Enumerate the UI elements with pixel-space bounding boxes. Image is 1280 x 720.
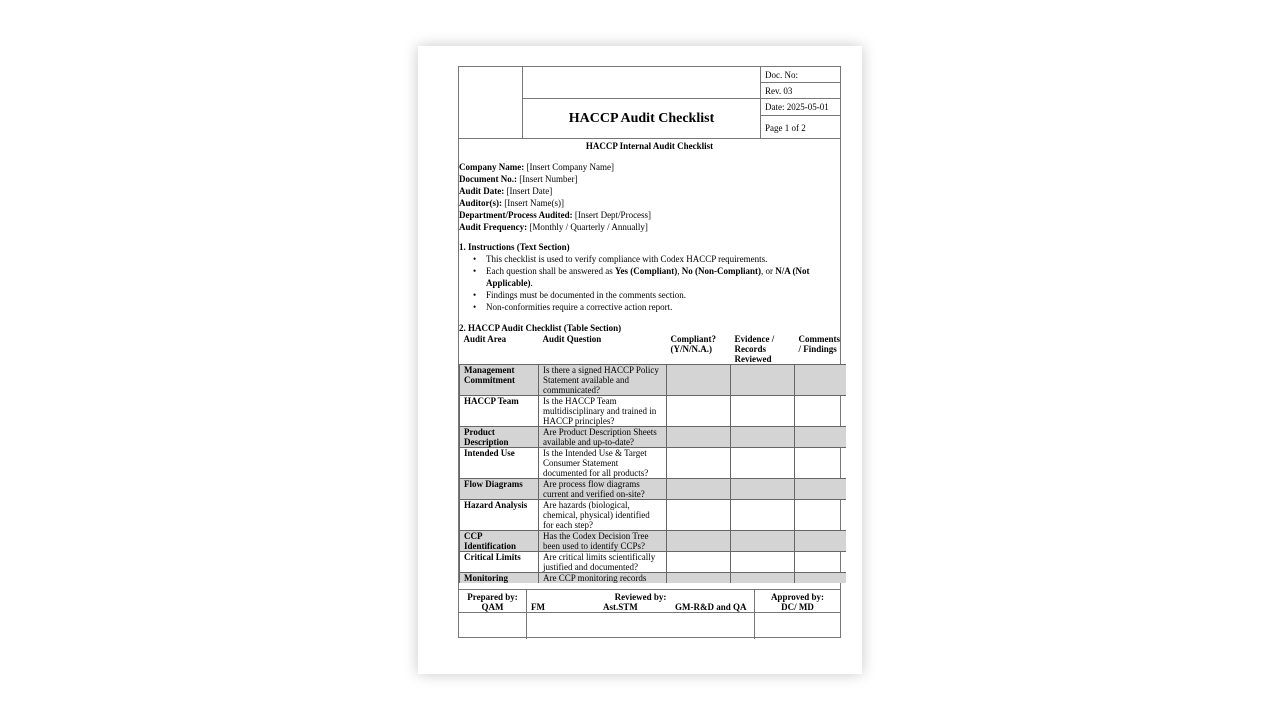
field-frequency: Audit Frequency: [Monthly / Quarterly / Annually] (459, 222, 648, 232)
instruction-item: • This checklist is used to verify compliance with Codex HACCP requirements. (473, 253, 813, 265)
evidence-cell[interactable] (731, 427, 795, 448)
revision: Rev. 03 (761, 83, 840, 99)
prepared-by-label: Prepared by: (467, 592, 518, 602)
evidence-cell[interactable] (731, 365, 795, 396)
comments-cell[interactable] (795, 500, 847, 531)
prepared-by-cell (459, 590, 527, 639)
document-frame (458, 66, 841, 638)
comments-cell[interactable] (795, 573, 847, 584)
field-document-no: Document No.: [Insert Number] (459, 174, 578, 184)
approved-by-label: Approved by: (770, 592, 825, 602)
evidence-cell[interactable] (731, 531, 795, 552)
audit-info-fields (459, 161, 651, 233)
instruction-item: • Findings must be documented in the comments section. (473, 289, 813, 301)
comments-cell[interactable] (795, 531, 847, 552)
col-compliant: Compliant? (Y/N/N.A.) (670, 334, 717, 354)
instructions-title: 1. Instructions (Text Section) (459, 242, 570, 252)
prepared-by-name: QAM (481, 602, 504, 612)
comments-cell[interactable] (795, 448, 847, 479)
table-row: Management Commitment Is there a signed HACCP Policy Statement available and communicated? (460, 365, 847, 396)
table-row: Intended Use Is the Intended Use & Target Consumer Statement documented for all products? (460, 448, 847, 479)
reviewed-by-names (527, 602, 754, 612)
table-row: CCP Identification Has the Codex Decision Tree been used to identify CCPs? (460, 531, 847, 552)
evidence-cell[interactable] (731, 500, 795, 531)
comments-cell[interactable] (795, 552, 847, 573)
document-title: HACCP Audit Checklist (523, 99, 761, 139)
col-comments: Comments / Findings (798, 334, 840, 354)
compliant-cell[interactable] (667, 448, 731, 479)
doc-number: Doc. No: (761, 67, 840, 83)
comments-cell[interactable] (795, 479, 847, 500)
table-header-row (460, 334, 847, 365)
col-audit-area: Audit Area (463, 334, 507, 344)
field-company: Company Name: [Insert Company Name] (459, 162, 614, 172)
table-row: Critical Limits Are critical limits scientifically justified and documented? (460, 552, 847, 573)
reviewer-fm: FM (531, 602, 545, 612)
comments-cell[interactable] (795, 427, 847, 448)
field-audit-date: Audit Date: [Insert Date] (459, 186, 553, 196)
evidence-cell[interactable] (731, 479, 795, 500)
instruction-item: • Non-conformities require a corrective action report. (473, 301, 813, 313)
reviewer-ast-stm: Ast.STM (603, 602, 638, 612)
signoff-block (459, 589, 840, 638)
compliant-cell[interactable] (667, 552, 731, 573)
compliant-cell[interactable] (667, 531, 731, 552)
evidence-cell[interactable] (731, 573, 795, 584)
table-row: Product Description Are Product Description Sheets available and up-to-date? (460, 427, 847, 448)
checklist-section-title: 2. HACCP Audit Checklist (Table Section) (459, 323, 622, 333)
checklist-subtitle: HACCP Internal Audit Checklist (585, 141, 714, 151)
page-number: Page 1 of 2 (765, 122, 806, 133)
table-row: Flow Diagrams Are process flow diagrams current and verified on-site? (460, 479, 847, 500)
col-audit-question: Audit Question (542, 334, 602, 344)
reviewed-by-cell (527, 590, 755, 639)
field-department: Department/Process Audited: [Insert Dept/Process] (459, 210, 652, 220)
evidence-cell[interactable] (731, 396, 795, 427)
table-row: HACCP Team Is the HACCP Team multidisciplinary and trained in HACCP principles? (460, 396, 847, 427)
checklist-table-wrap (459, 334, 846, 583)
col-evidence: Evidence / Records Reviewed (734, 334, 775, 364)
instruction-item: • Each question shall be answered as Yes (Compliant), No (Non-Compliant), or N/A (Not Applicable). (473, 265, 813, 289)
header-blank-cell (523, 67, 761, 99)
logo-cell (459, 67, 523, 139)
approved-by-cell (755, 590, 840, 639)
comments-cell[interactable] (795, 365, 847, 396)
checklist-table (459, 334, 846, 583)
reviewed-by-label: Reviewed by: (614, 592, 667, 602)
evidence-cell[interactable] (731, 448, 795, 479)
compliant-cell[interactable] (667, 479, 731, 500)
document-header (459, 67, 840, 139)
issue-date: Date: 2025-05-01 (761, 99, 840, 116)
comments-cell[interactable] (795, 396, 847, 427)
compliant-cell[interactable] (667, 396, 731, 427)
approved-by-name: DC/ MD (781, 602, 814, 612)
compliant-cell[interactable] (667, 573, 731, 584)
compliant-cell[interactable] (667, 500, 731, 531)
table-row: Hazard Analysis Are hazards (biological, chemical, physical) identified for each step? (460, 500, 847, 531)
instructions-section (459, 242, 840, 313)
evidence-cell[interactable] (731, 552, 795, 573)
compliant-cell[interactable] (667, 427, 731, 448)
document-page (418, 46, 862, 674)
field-auditors: Auditor(s): [Insert Name(s)] (459, 198, 564, 208)
reviewer-gm-rd-qa: GM-R&D and QA (675, 602, 747, 612)
instructions-list (473, 253, 840, 313)
compliant-cell[interactable] (667, 365, 731, 396)
table-row: Monitoring Are CCP monitoring records (460, 573, 847, 584)
